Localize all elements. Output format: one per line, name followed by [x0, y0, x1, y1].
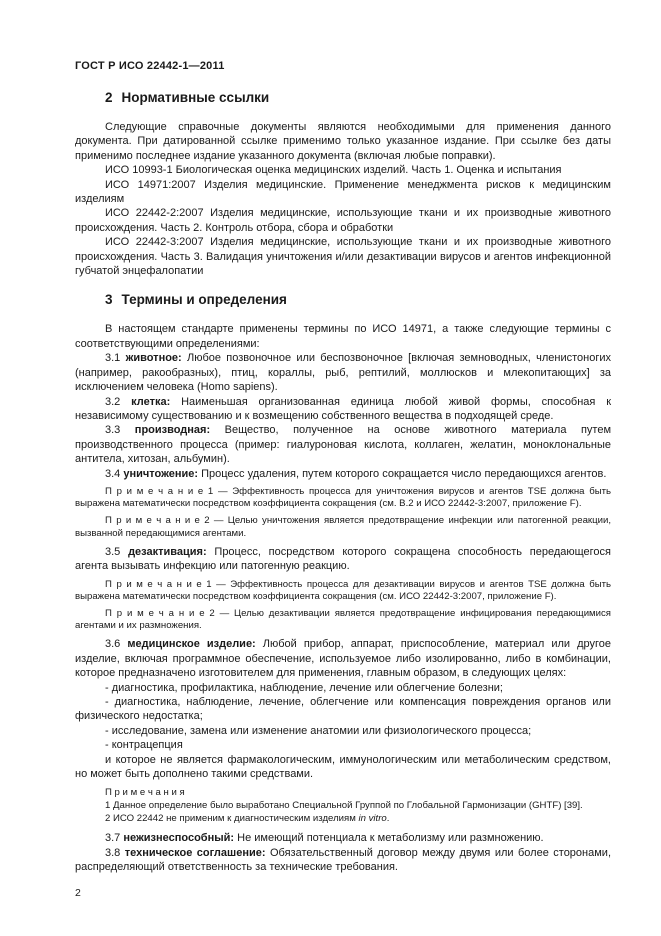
term-3-4-elimination: [75, 467, 611, 481]
term-3-4-note-1: П р и м е ч а н и е 1 — Эффективность процесса для уничтожения вирусов и агентов TSE должна быть выражена математически посредством коэффициента сокращения (см. В.2 и ИСО 22442-3:2007, приложение F).: [75, 485, 611, 510]
normative-ref-iso-10993: ИСО 10993-1 Биологическая оценка медицинских изделий. Часть 1. Оценка и испытания: [105, 164, 562, 177]
section-3-number: 3: [105, 292, 113, 308]
term-number: 3.2: [105, 395, 121, 408]
term-name: техническое соглашение:: [124, 846, 266, 859]
medical-device-purpose-item: - диагностика, наблюдение, лечение, облегчение или компенсация повреждения органов или физического недостатка;: [75, 696, 611, 723]
term-3-1-animal: [75, 351, 611, 394]
term-number: 3.8: [105, 846, 121, 859]
medical-device-purpose-item: - исследование, замена или изменение анатомии или физиологического процесса;: [105, 724, 532, 737]
medical-device-definition-tail: и которое не является фармакологическим, иммунологическим или метаболическим средством, но может быть дополнено такими средствами.: [75, 753, 611, 781]
term-definition: Не имеющий потенциала к метаболизму или размножению.: [237, 832, 544, 845]
term-name: производная:: [134, 424, 211, 437]
term-3-6-note-2: [75, 812, 611, 825]
term-3-3-derivative: [75, 423, 611, 466]
term-number: 3.7: [105, 832, 121, 845]
section-2-title: Нормативные ссылки: [121, 90, 270, 105]
term-3-6-notes: [75, 786, 611, 825]
term-definition: Процесс, посредством которого сокращена способность передающегося агента вызывать инфекцию или патогенную реакцию.: [75, 545, 612, 573]
term-3-5-note-2: П р и м е ч а н и е 2 — Целью дезактивации является предотвращение инфицирования передающимися агентами и их размножения.: [75, 607, 611, 632]
term-definition: Наименьшая организованная единица любой живой формы, способная к независимому существованию и к возмещению собственного вещества в подходящей среде.: [75, 395, 612, 422]
term-number: 3.3: [105, 424, 121, 437]
section-2-number: 2: [105, 90, 113, 105]
terms-intro: В настоящем стандарте применены термины по ИСО 14971, а также следующие термины с соответствующими определениями:: [75, 323, 611, 350]
term-definition: Любое позвоночное или беспозвоночное [включая земноводных, членистоногих (например, ракообразных), птиц, кораллы, рыб, рептилий, моллюсков и млекопитающих] за исключением человека (Homo sapiens).: [75, 352, 611, 394]
section-3-title: Термины и определения: [121, 292, 287, 308]
term-definition: Любой прибор, аппарат, приспособление, материал или другое изделие, включая программное обеспечение, используемое либо изолированно, либо в комбинации, которое предназначено изготовителем для применения, главным образом, в следующих целях:: [75, 638, 612, 680]
normative-ref-iso-14971: ИСО 14971:2007 Изделия медицинские. Применение менеджмента рисков к медицинским изделиям: [75, 178, 611, 206]
page-number: 2: [75, 886, 81, 899]
notes-label: П р и м е ч а н и я: [105, 787, 185, 799]
term-definition: Вещество, полученное на основе животного материала путем производственного процесса (пример: гиалуроновая кислота, коллаген, желатин, моноклональные антитела, хитозан, альбумин).: [75, 424, 612, 466]
term-3-6-medical-device: [75, 637, 611, 680]
normative-ref-iso-22442-2: ИСО 22442-2:2007 Изделия медицинские, использующие ткани и их производные животного происхождения. Часть 2. Контроль отбора, сбора и обработки: [75, 207, 611, 234]
term-name: уничтожение:: [123, 467, 199, 480]
note-text: 2 ИСО 22442 не применим к диагностическим изделиям: [105, 813, 359, 825]
term-name: нежизнеспособный:: [123, 832, 235, 845]
term-name: животное:: [125, 352, 182, 365]
term-number: 3.5: [105, 545, 121, 558]
term-definition: Обязательственный договор между двумя или более сторонами, распределяющий ответственность за технические требования.: [75, 846, 612, 874]
term-3-6-note-1: 1 Данное определение было выработано Специальной Группой по Глобальной Гармонизации (GHTF) [39].: [105, 800, 583, 812]
medical-device-purpose-item: - диагностика, профилактика, наблюдение, лечение или облегчение болезни;: [105, 681, 503, 694]
term-number: 3.1: [105, 352, 121, 365]
term-3-5-inactivation: [75, 545, 611, 574]
term-definition: Процесс удаления, путем которого сокращается число передающихся агентов.: [201, 467, 607, 480]
running-header: ГОСТ Р ИСО 22442-1—2011: [75, 60, 225, 72]
term-number: 3.6: [105, 638, 121, 651]
term-3-2-cell: [75, 395, 611, 424]
term-3-5-note-1: П р и м е ч а н и е 1 — Эффективность процесса для дезактивации вирусов и агентов TSE должна быть выражена математически посредством коэффициента сокращения (см. ИСО 22442-3:2007, приложение F).: [75, 578, 611, 602]
normative-refs-intro: Следующие справочные документы являются необходимыми для применения данного документа. При датированной ссылке применимо только указанное издание. При ссылке без даты применимо последнее издание указанного документа (включая любые поправки).: [75, 121, 611, 162]
note-italic-text: in vitro: [358, 813, 387, 825]
term-number: 3.4: [105, 467, 121, 480]
term-3-4-note-2: П р и м е ч а н и е 2 — Целью уничтожения является предотвращение инфекции или патогенной реакции, вызванной передающимися агентами.: [75, 515, 611, 539]
note-text: .: [386, 813, 390, 825]
normative-ref-iso-22442-3: ИСО 22442-3:2007 Изделия медицинские, использующие ткани и их производные животного происхождения. Часть 3. Валидация уничтожения и/или дезактивации вирусов и агентов инфекционной губчатой энцефалопатии: [75, 236, 611, 278]
medical-device-purpose-item: - контрацепция: [105, 739, 183, 752]
term-3-8-technical-agreement: [75, 846, 611, 875]
section-3-heading: [75, 292, 611, 307]
term-3-7-nonviable: [75, 831, 611, 845]
term-name: дезактивация:: [128, 545, 207, 558]
section-2-heading: [75, 90, 611, 105]
term-name: медицинское изделие:: [127, 638, 256, 651]
term-name: клетка:: [131, 395, 171, 408]
